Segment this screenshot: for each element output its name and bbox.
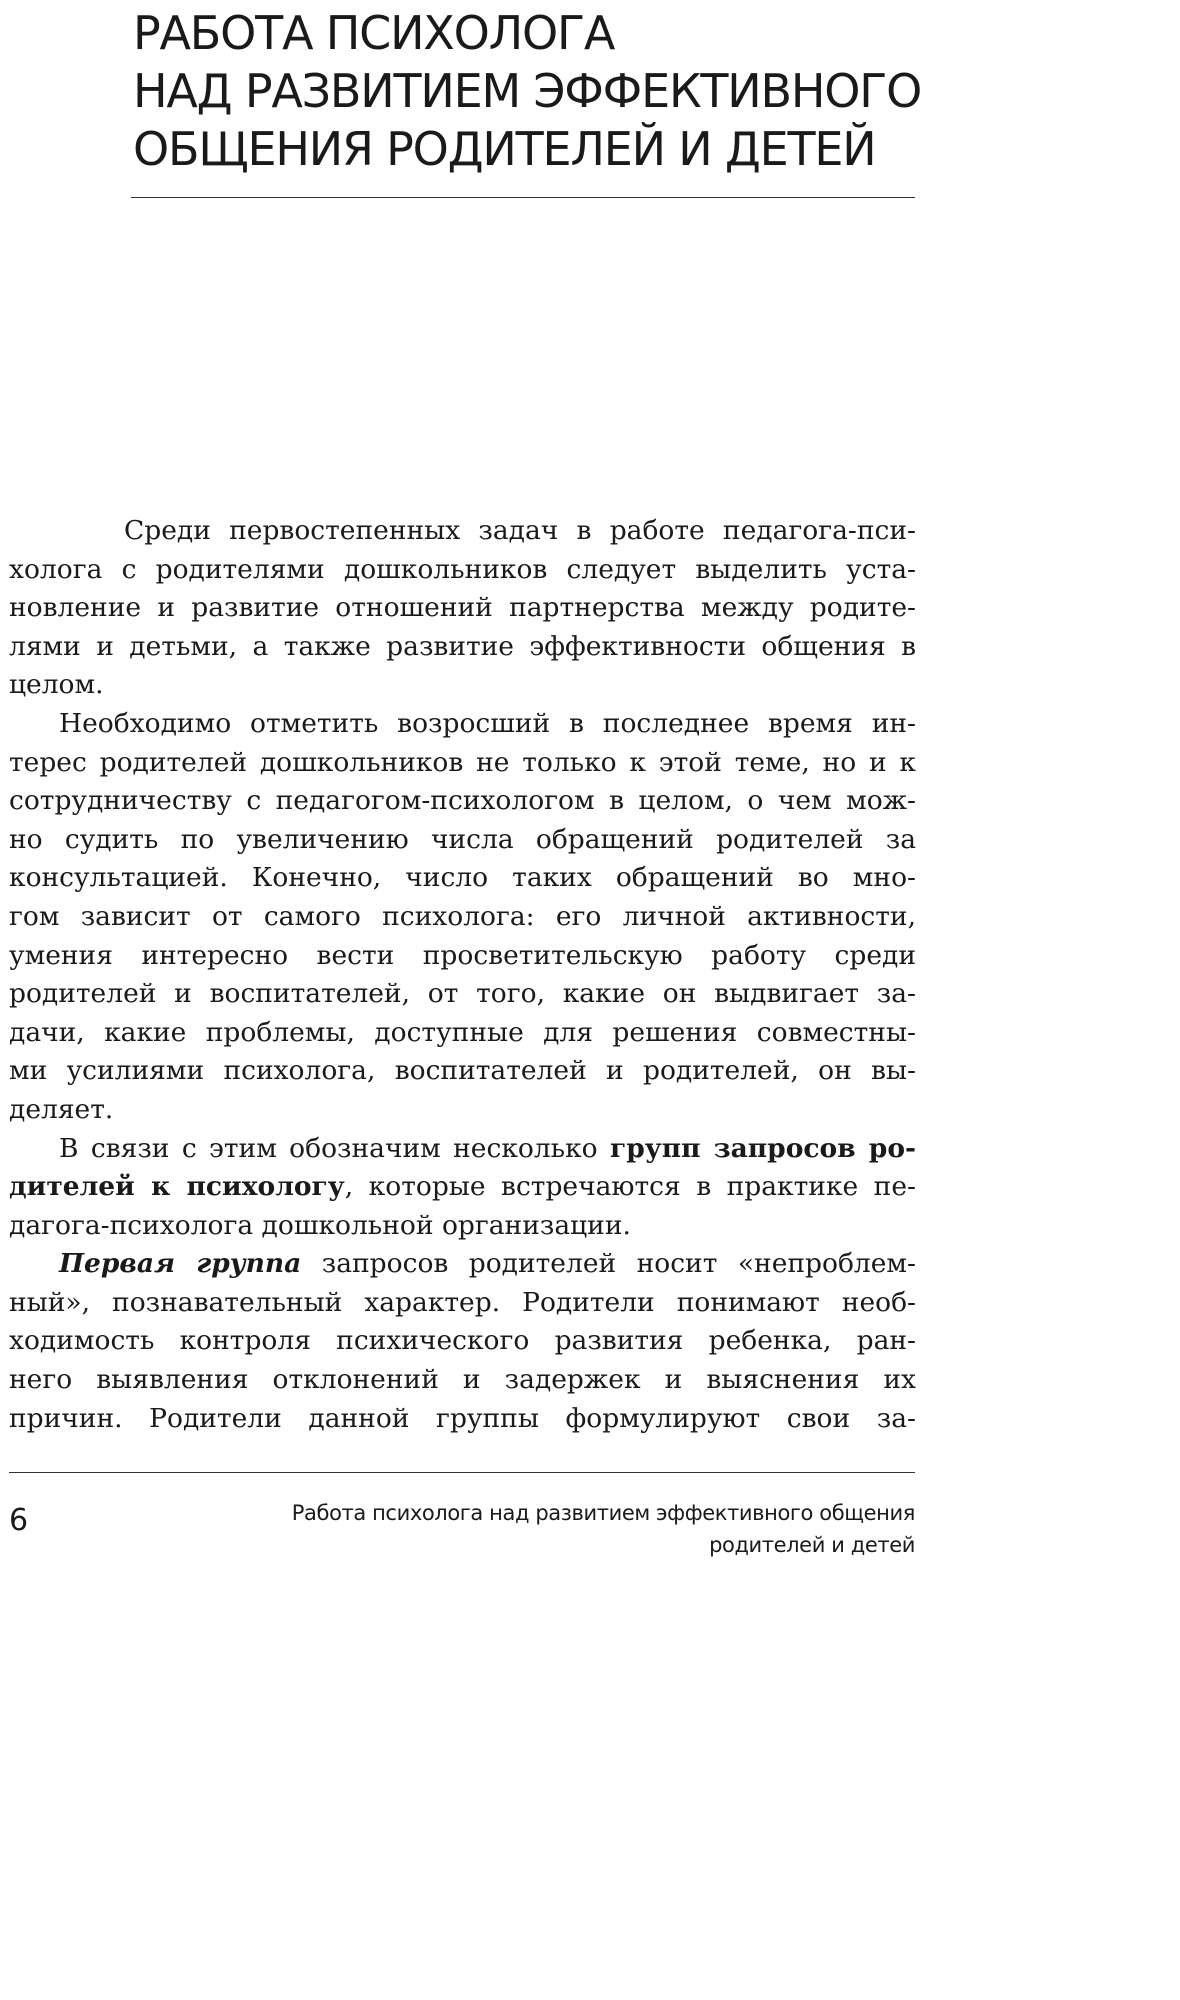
text-run: В связи с этим обозначим несколько (59, 1132, 610, 1164)
running-head-line: родителей и детей (709, 1533, 915, 1557)
text-line: гом зависит от самого психолога: его личной активности, (9, 900, 916, 932)
text-line: ный», познавательный характер. Родители понимают необ- (9, 1286, 916, 1318)
text-line: Необходимо отметить возросший в последнее время ин- (59, 707, 916, 739)
text-line: целом. (9, 669, 104, 701)
text-line: консультацией. Конечно, число таких обращений во мно- (9, 862, 916, 894)
text-line: причин. Родители данной группы формулируют свои за- (9, 1402, 916, 1434)
chapter-title-line: НАД РАЗВИТИЕМ ЭФФЕКТИВНОГО (133, 64, 922, 118)
text-line: умения интересно вести просветительскую работу среди (9, 939, 916, 971)
text-line: терес родителей дошкольников не только к этой теме, но и к (9, 746, 916, 778)
bold-term: групп запросов ро- (610, 1132, 916, 1164)
bold-term: дителей к психологу (9, 1171, 345, 1203)
running-head (215, 1497, 915, 1561)
text-line (9, 1245, 916, 1284)
chapter-title-line: ОБЩЕНИЯ РОДИТЕЛЕЙ И ДЕТЕЙ (133, 122, 876, 176)
text-line: но судить по увеличению числа обращений родителей за (9, 823, 916, 855)
chapter-title-line: РАБОТА ПСИХОЛОГА (133, 6, 615, 60)
text-line: ходимость контроля психического развития ребенка, ран- (9, 1325, 916, 1357)
text-line: деляет. (9, 1093, 114, 1125)
text-line: новление и развитие отношений партнерства между родите- (9, 592, 916, 624)
text-line: ми усилиями психолога, воспитателей и родителей, он вы- (9, 1055, 916, 1087)
text-line: холога с родителями дошкольников следует выделить уста- (9, 553, 916, 585)
title-divider (131, 197, 915, 198)
paragraph-interest (9, 705, 916, 1130)
body-text (9, 512, 916, 1438)
bold-italic-term: Первая группа (59, 1248, 302, 1280)
text-line: дачи, какие проблемы, доступные для решения совместны- (9, 1016, 916, 1048)
footer-divider (9, 1472, 915, 1473)
text-run: запросов родителей носит «непроблем- (301, 1248, 916, 1280)
text-run: , которые встречаются в практике пе- (344, 1171, 916, 1203)
text-line: Среди первостепенных задач в работе педагога-пси- (124, 515, 916, 546)
paragraph-first-group (9, 1245, 916, 1438)
text-line: родителей и воспитателей, от того, какие он выдвигает за- (9, 978, 916, 1010)
paragraph-request-groups (9, 1130, 916, 1246)
text-line (9, 1130, 916, 1169)
text-line: дагога-психолога дошкольной организации. (9, 1209, 631, 1241)
running-head-line: Работа психолога над развитием эффективного общения (291, 1501, 915, 1525)
text-line (9, 1168, 916, 1207)
text-line: сотрудничеству с педагогом-психологом в целом, о чем мож- (9, 785, 916, 817)
text-line: лями и детьми, а также развитие эффективности общения в (9, 630, 916, 662)
text-line: него выявления отклонений и задержек и выяснения их (9, 1364, 916, 1396)
chapter-title (133, 4, 922, 178)
page-number: 6 (9, 1503, 29, 1538)
paragraph-intro (9, 512, 916, 705)
